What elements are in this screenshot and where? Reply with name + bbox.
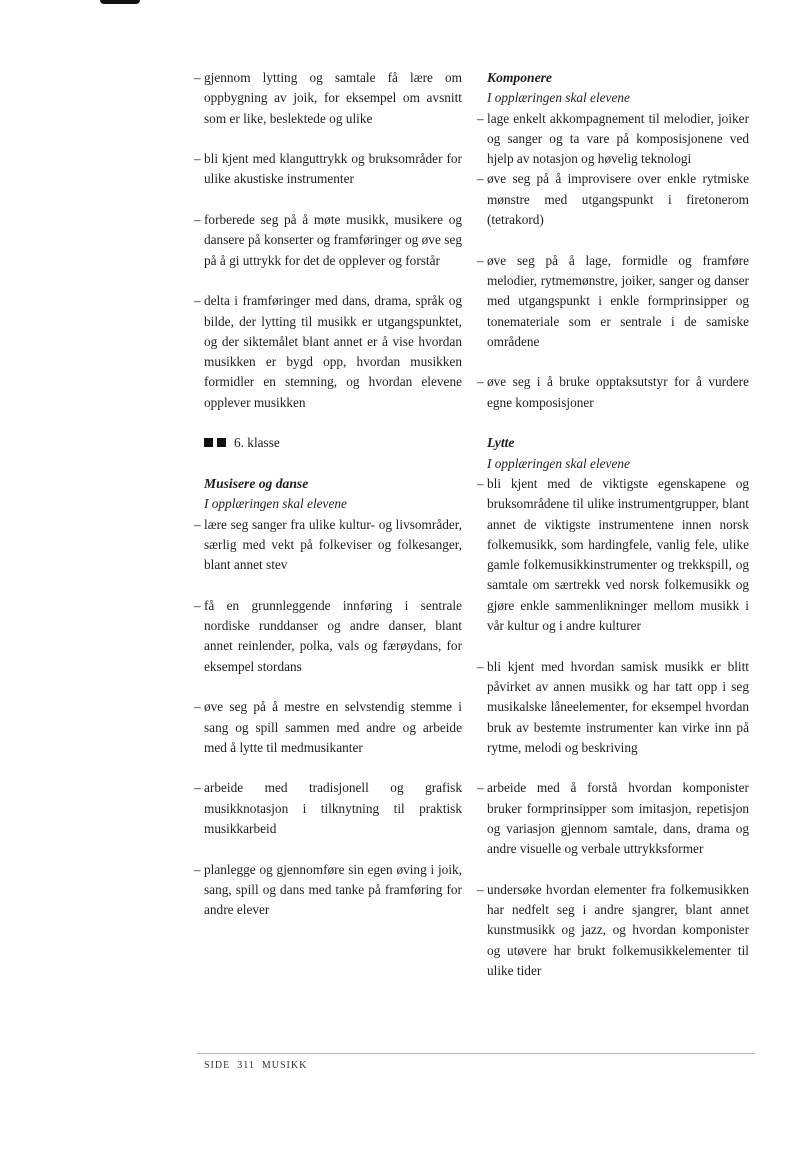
square-bullet-icon: [217, 438, 226, 447]
list-item: – delta i framføringer med dans, drama, språk og bilde, der lytting til musikk er utgangspunktet, og der siktemålet blant annet er å vise hvordan musikken er bygd opp, hvordan musikken formidler en stemning, og hvordan elevene opplever musikken: [194, 291, 462, 413]
list-item: – bli kjent med hvordan samisk musikk er blitt påvirket av annen musikk og har tatt opp i seg musikalske låneelementer, for eksempel hvordan bruk av bestemte instrumenter kan virke inn på rytme, melodi og beskriving: [477, 657, 749, 758]
left-column: [194, 68, 462, 941]
list-item: – forberede seg på å møte musikk, musikere og dansere på konserter og framføringer og øve seg på å gi uttrykk for det de opplever og forstår: [194, 210, 462, 271]
list-item: – arbeide med å forstå hvordan komponister bruker formprinsipper som imitasjon, repetisjon og variasjon gjennom samtale, dans, drama og andre visuelle og verbale uttrykksformer: [477, 778, 749, 859]
section-title: Lytte: [487, 435, 515, 451]
grade-heading: [194, 433, 462, 453]
list-item: – øve seg i å bruke opptaksutstyr for å vurdere egne komposisjoner: [477, 372, 749, 413]
section-title: Musisere og danse: [204, 475, 309, 491]
square-bullet-icon: [204, 438, 213, 447]
footer-side-label: SIDE: [204, 1060, 231, 1071]
list-item: – bli kjent med klanguttrykk og bruksområder for ulike akustiske instrumenter: [194, 149, 462, 190]
list-item: – øve seg på å improvisere over enkle rytmiske mønstre med utgangspunkt i firetonerom (tetrakord): [477, 169, 749, 230]
list-item: – lage enkelt akkompagnement til melodier, joiker og sanger og ta vare på komposisjonene ved hjelp av notasjon og høvelig teknologi: [477, 109, 749, 170]
list-item: – undersøke hvordan elementer fra folkemusikken har nedfelt seg i andre sjangrer, blant annet kunstmusikk og jazz, og hvordan komponister og utøvere har brukt folkemusikkelementer til ulike tider: [477, 880, 749, 981]
list-item: – øve seg på å lage, formidle og framføre melodier, rytmemønstre, joiker, sanger og danser med utgangspunkt i enkle formprinsipper og tonemateriale som er sentrale i de samiske områdene: [477, 251, 749, 352]
list-item: – bli kjent med de viktigste egenskapene og bruksområdene til ulike instrumentgrupper, blant annet de viktigste instrumentene innen norsk folkemusikk, som hardingfele, vanlig fele, ulike gamle folkemusikkinstrumenter og trekkspill, og samtale om særtrekk ved norsk folkemusikk og gjøre enkle sammenlikninger mellom musikk i vår kultur og i andre kulturer: [477, 474, 749, 636]
list-item: – arbeide med tradisjonell og grafisk musikknotasjon i tilknytning til praktisk musikkarbeid: [194, 778, 462, 839]
section-subtitle: I opplæringen skal elevene: [204, 496, 347, 512]
right-column: [477, 68, 749, 1002]
section-subtitle: I opplæringen skal elevene: [487, 90, 630, 106]
section-title: Komponere: [487, 70, 552, 85]
scan-mark: [100, 0, 140, 4]
footer-subject: MUSIKK: [261, 1060, 308, 1071]
page-number: 311: [237, 1060, 255, 1071]
section-subtitle: I opplæringen skal elevene: [487, 455, 630, 471]
footer-divider: [197, 1053, 755, 1054]
page-footer: [204, 1060, 314, 1071]
list-item: – øve seg på å mestre en selvstendig stemme i sang og spill sammen med andre og arbeide med å lytte til medmusikanter: [194, 697, 462, 758]
list-item: – planlegge og gjennomføre sin egen øving i joik, sang, spill og dans med tanke på framføring for andre elever: [194, 860, 462, 921]
list-item: – lære seg sanger fra ulike kultur- og livsområder, særlig med vekt på folkeviser og folkesanger, blant annet stev: [194, 515, 462, 576]
list-item: – gjennom lytting og samtale få lære om oppbygning av joik, for eksempel om avsnitt som er like, beslektede og ulike: [194, 68, 462, 129]
list-item: – få en grunnleggende innføring i sentrale nordiske runddanser og andre danser, blant annet reinlender, polka, vals og færøydans, for eksempel stordans: [194, 596, 462, 677]
grade-label: 6. klasse: [234, 435, 280, 451]
